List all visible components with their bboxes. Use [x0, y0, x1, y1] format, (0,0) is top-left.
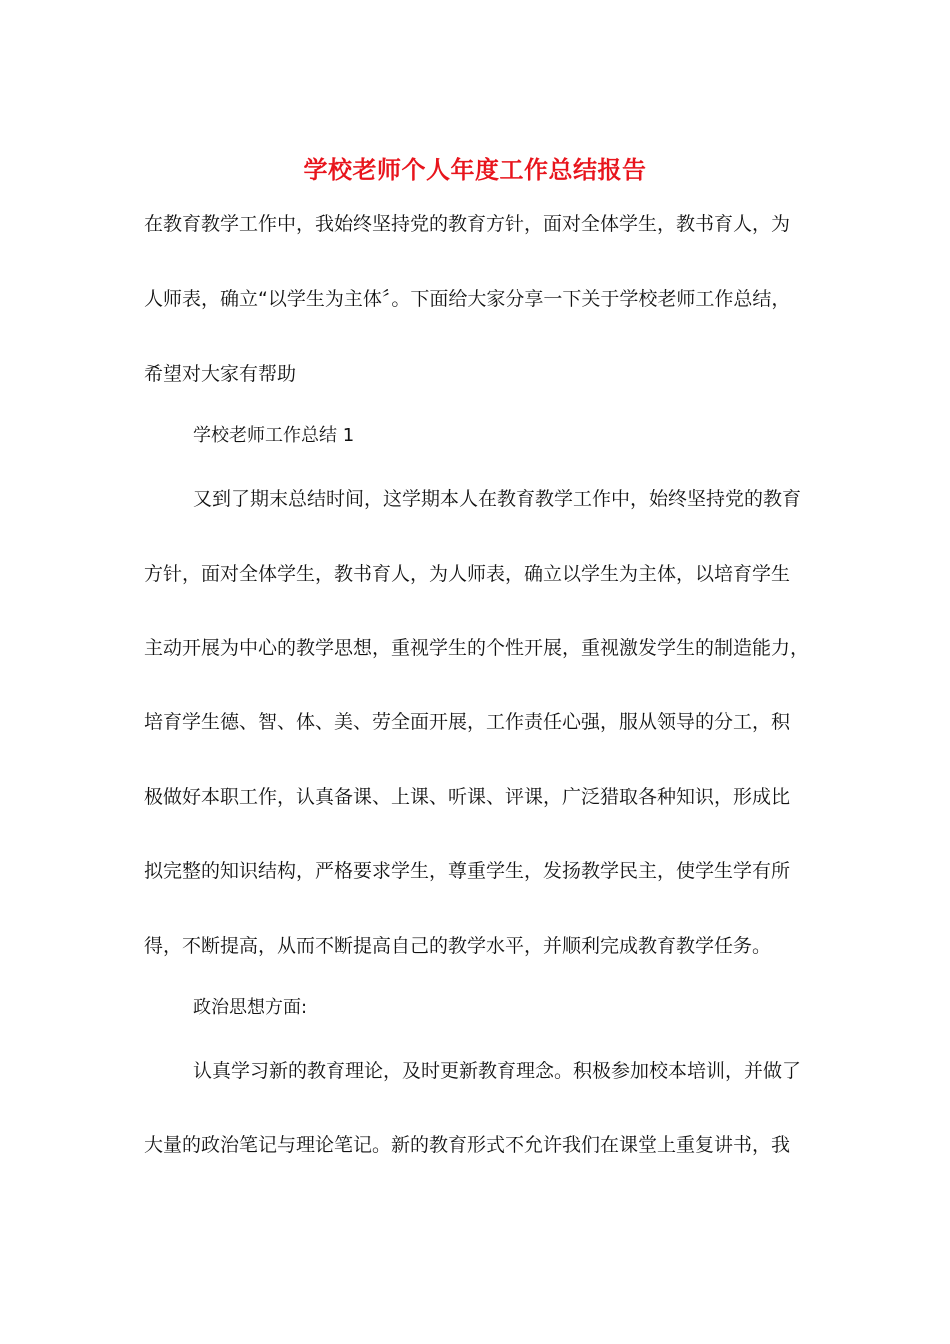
politics-line-1: 认真学习新的教育理论，及时更新教育理念。积极参加校本培训，并做了	[193, 1060, 802, 1082]
intro-line-1: 在教育教学工作中，我始终坚持党的教育方针，面对全体学生，教书育人，为	[144, 213, 791, 235]
section1-line-7: 得，不断提高，从而不断提高自己的教学水平，并顺利完成教育教学任务。	[144, 935, 772, 957]
intro-line-3: 希望对大家有帮助	[144, 363, 297, 385]
section-heading-1: 学校老师工作总结 1	[193, 425, 355, 446]
politics-line-2: 大量的政治笔记与理论笔记。新的教育形式不允许我们在课堂上重复讲书，我	[144, 1134, 791, 1156]
section1-line-2: 方针，面对全体学生，教书育人，为人师表，确立以学生为主体，以培育学生	[144, 563, 791, 585]
intro-line-2: 人师表，确立“以学生为主体〞。下面给大家分享一下关于学校老师工作总结，	[144, 288, 791, 310]
section1-line-5: 极做好本职工作，认真备课、上课、听课、评课，广泛猎取各种知识，形成比	[144, 786, 791, 808]
document-title: 学校老师个人年度工作总结报告	[303, 155, 647, 184]
section1-line-1: 又到了期末总结时间，这学期本人在教育教学工作中，始终坚持党的教育	[193, 488, 802, 510]
politics-heading: 政治思想方面:	[193, 997, 308, 1018]
section1-line-3: 主动开展为中心的教学思想，重视学生的个性开展，重视激发学生的制造能力，	[144, 637, 810, 659]
section1-line-4: 培育学生德、智、体、美、劳全面开展，工作责任心强，服从领导的分工，积	[144, 711, 791, 733]
section1-line-6: 拟完整的知识结构，严格要求学生，尊重学生，发扬教学民主，使学生学有所	[144, 860, 791, 882]
